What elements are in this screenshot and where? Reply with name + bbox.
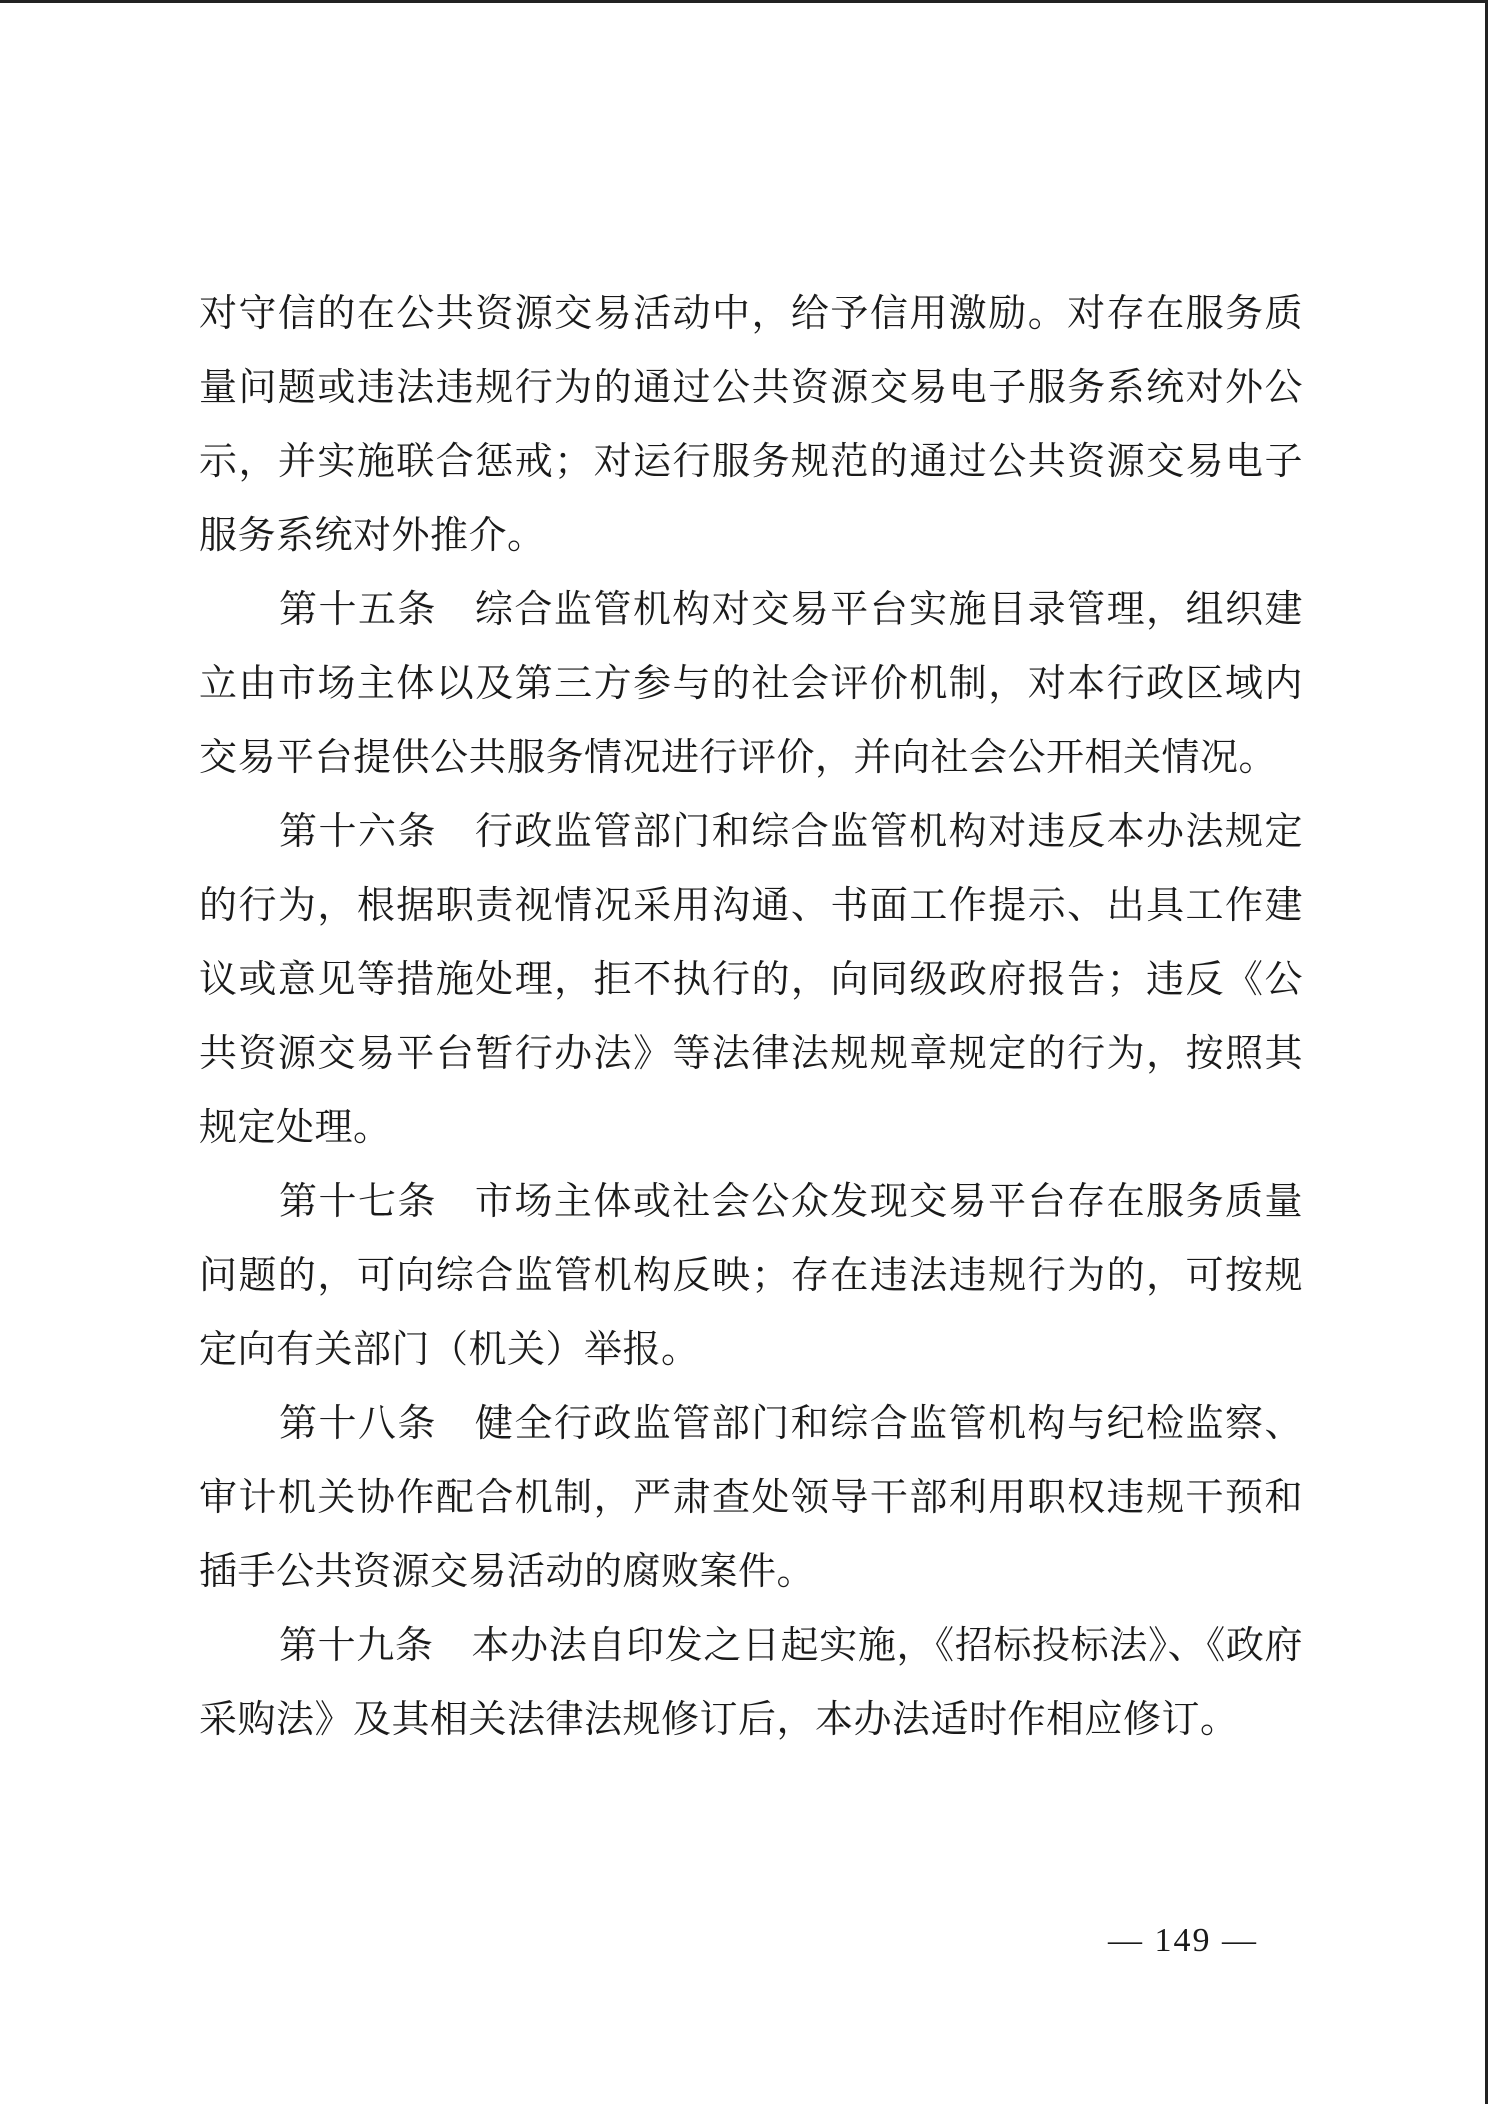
article-text: 行政监管部门和综合监管机构对违反本办法规定的行为，根据职责视情况采用沟通、书面工作提示、出具工作建议或意见等措施处理，拒不执行的，向同级政府报告；违反《公共资源交易平台暂行办法》等法律法规规章规定的行为，按照其规定处理。	[199, 809, 1303, 1149]
page-top-border	[0, 0, 1488, 3]
article-number: 第十九条	[279, 1623, 434, 1667]
article-number: 第十五条	[279, 587, 437, 631]
article-number: 第十六条	[279, 809, 437, 853]
article-text: 综合监管机构对交易平台实施目录管理，组织建立由市场主体以及第三方参与的社会评价机制，对本行政区域内交易平台提供公共服务情况进行评价，并向社会公开相关情况。	[199, 587, 1303, 779]
article-text: 本办法自印发之日起实施，《招标投标法》、《政府采购法》及其相关法律法规修订后，本办法适时作相应修订。	[199, 1623, 1303, 1741]
article-17	[199, 1164, 1303, 1386]
document-body	[199, 276, 1303, 1756]
article-number: 第十八条	[279, 1401, 437, 1445]
article-text: 健全行政监管部门和综合监管机构与纪检监察、审计机关协作配合机制，严肃查处领导干部利用职权违规干预和插手公共资源交易活动的腐败案件。	[199, 1401, 1303, 1593]
paragraph-text: 对守信的在公共资源交易活动中，给予信用激励。对存在服务质量问题或违法违规行为的通过公共资源交易电子服务系统对外公示，并实施联合惩戒；对运行服务规范的通过公共资源交易电子服务系统对外推介。	[199, 291, 1303, 557]
article-16	[199, 794, 1303, 1164]
article-15	[199, 572, 1303, 794]
page-number: — 149 —	[1108, 1922, 1258, 1959]
article-18	[199, 1386, 1303, 1608]
paragraph-continuation	[199, 276, 1303, 572]
article-19	[199, 1608, 1303, 1756]
article-number: 第十七条	[279, 1179, 437, 1223]
article-text: 市场主体或社会公众发现交易平台存在服务质量问题的，可向综合监管机构反映；存在违法违规行为的，可按规定向有关部门（机关）举报。	[199, 1179, 1303, 1371]
